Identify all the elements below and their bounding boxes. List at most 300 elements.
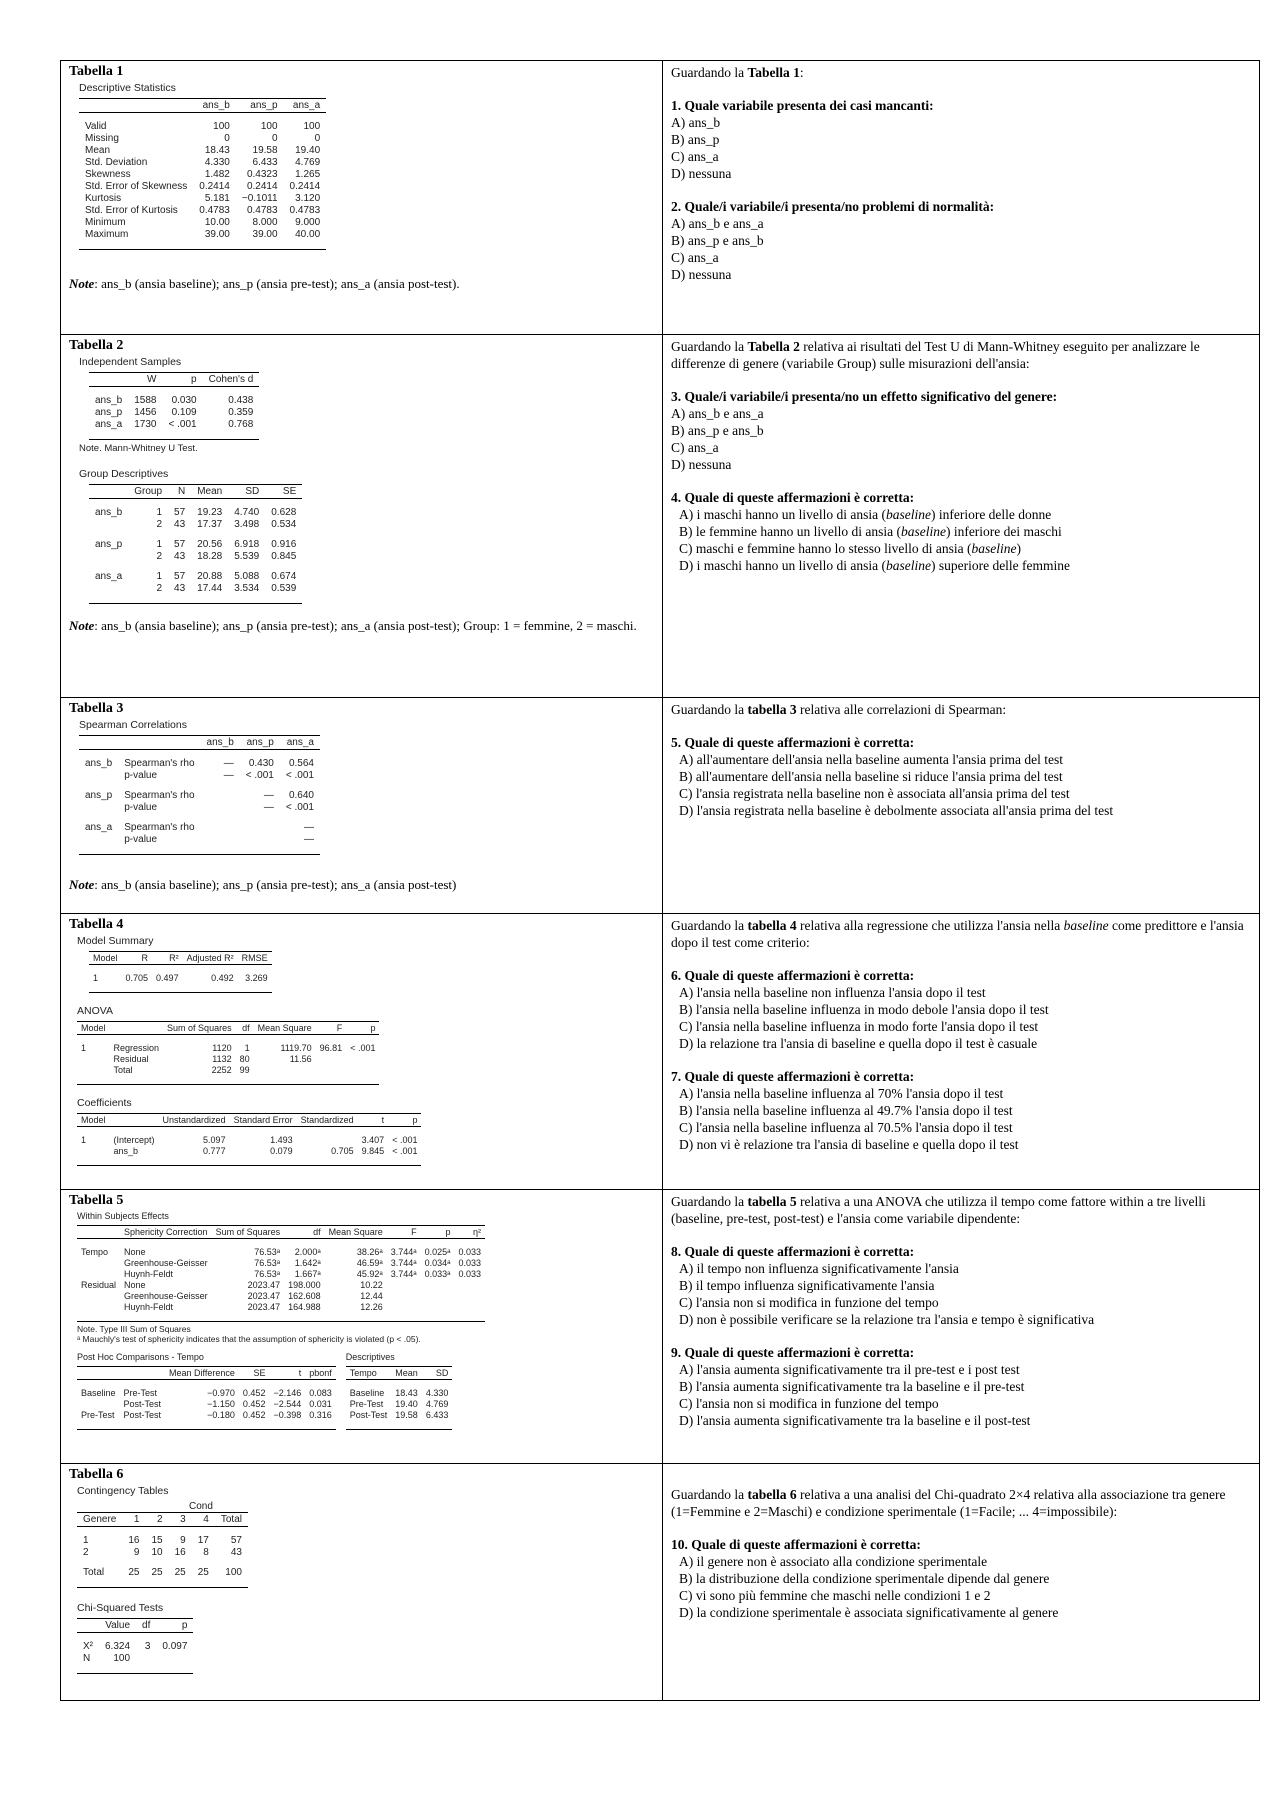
descriptives-table bbox=[346, 1366, 453, 1430]
table-cell: 0.079 bbox=[270, 1146, 293, 1156]
answer-option: B) il tempo influenza significativamente l'ansia bbox=[679, 1278, 935, 1293]
table-cell: 3.120 bbox=[295, 193, 321, 204]
column-header: p bbox=[421, 1226, 455, 1239]
table-cell: 0.768 bbox=[228, 419, 254, 430]
table-cell: 0.2414 bbox=[246, 181, 278, 192]
table-cell: −0.398 bbox=[273, 1410, 302, 1420]
column-header: df bbox=[236, 1022, 254, 1035]
table-cell: — bbox=[303, 822, 314, 833]
table-cell: 1 bbox=[83, 1535, 89, 1546]
table-cell bbox=[316, 1054, 347, 1065]
question-panel-4 bbox=[663, 914, 1260, 1190]
table-cell bbox=[201, 790, 240, 802]
table-cell: 9 bbox=[180, 1535, 186, 1546]
question-panel-6 bbox=[663, 1464, 1260, 1701]
table-cell: 0.438 bbox=[228, 395, 254, 406]
table-header-row bbox=[77, 1513, 248, 1527]
table-cell: 39.00 bbox=[252, 229, 278, 240]
column-header: W bbox=[128, 373, 162, 387]
table-cell: 0.640 bbox=[288, 790, 314, 801]
table-cell bbox=[421, 1291, 455, 1302]
table-cell: 5.097 bbox=[203, 1135, 226, 1145]
table-cell: 0.4323 bbox=[246, 169, 278, 180]
column-header: 4 bbox=[192, 1513, 215, 1527]
answer-option: C) l'ansia registrata nella baseline non è associata all'ansia prima del test bbox=[679, 786, 1070, 801]
column-header: Mean Difference bbox=[165, 1367, 239, 1380]
table-cell: 0 bbox=[271, 133, 278, 144]
table-cell: 6.918 bbox=[234, 539, 260, 550]
table-cell: Greenhouse-Geisser bbox=[124, 1291, 208, 1301]
table-cell: 1 bbox=[81, 1043, 87, 1053]
table-cell: ans_a bbox=[85, 822, 113, 833]
table-cell bbox=[77, 1146, 110, 1157]
answer-option: A) ans_b bbox=[671, 115, 721, 130]
column-header: Model bbox=[77, 1114, 110, 1127]
options-q1 bbox=[671, 114, 1251, 182]
table-caption: Model Summary bbox=[77, 935, 154, 947]
column-header: Mean Square bbox=[254, 1022, 316, 1035]
table-cell: 8 bbox=[203, 1547, 209, 1558]
table-cell: 5.539 bbox=[234, 551, 260, 562]
table-row bbox=[77, 1399, 336, 1410]
column-header: Total bbox=[215, 1513, 248, 1527]
table-note: Note: ans_b (ansia baseline); ans_p (ansia pre-test); ans_a (ansia post-test); Group: 1 = femmine, 2 = maschi. bbox=[69, 618, 637, 633]
answer-option: D) la relazione tra l'ansia di baseline e quella dopo il test è casuale bbox=[679, 1036, 1038, 1051]
table-row bbox=[79, 770, 320, 782]
table-row bbox=[79, 181, 326, 193]
table-cell: 0.452 bbox=[242, 1410, 266, 1420]
table-cell bbox=[421, 1280, 455, 1291]
table-note: ᵃ Mauchly's test of sphericity indicates that the assumption of sphericity is violated (p < .05). bbox=[77, 1334, 421, 1344]
table-cell: Maximum bbox=[85, 229, 129, 240]
column-header: Tempo bbox=[346, 1367, 392, 1380]
table-row bbox=[79, 121, 326, 133]
table-cell: 0.2414 bbox=[199, 181, 230, 192]
table-cell: 0.452 bbox=[242, 1399, 266, 1409]
table-row bbox=[89, 973, 272, 984]
within-subjects-table bbox=[77, 1225, 485, 1322]
table-cell: 0.097 bbox=[162, 1641, 188, 1652]
table-cell: 1 bbox=[156, 571, 163, 582]
column-header: ans_p bbox=[240, 736, 280, 750]
intro: Guardando la tabella 5 relativa a una ANOVA che utilizza il tempo come fattore within a tre livelli (baseline, pre-test, post-test) e l'ansia come variabile dipendente: bbox=[671, 1194, 1206, 1226]
table-cell: 57 bbox=[174, 571, 186, 582]
table-cell: 0.033ᵃ bbox=[424, 1269, 451, 1279]
answer-option: D) l'ansia aumenta significativamente tra la baseline e il post-test bbox=[679, 1413, 1031, 1428]
answer-option: C) l'ansia nella baseline influenza al 70.5% l'ansia dopo il test bbox=[679, 1120, 1013, 1135]
table-cell: 0.452 bbox=[242, 1388, 266, 1398]
table-header-row bbox=[77, 1114, 421, 1127]
table-cell: 18.28 bbox=[197, 551, 223, 562]
table-cell bbox=[387, 1291, 421, 1302]
table-cell: 100 bbox=[260, 121, 278, 132]
table-cell: — bbox=[223, 770, 234, 781]
table-cell: 0.916 bbox=[271, 539, 297, 550]
column-header: ans_b bbox=[193, 99, 236, 113]
table-caption: Within Subjects Effects bbox=[77, 1211, 169, 1221]
table-cell: 15 bbox=[151, 1535, 163, 1546]
table-row bbox=[77, 1043, 379, 1054]
table-cell bbox=[77, 1302, 120, 1313]
question-8: 8. Quale di queste affermazioni è corretta: bbox=[671, 1244, 915, 1259]
table-cell bbox=[454, 1280, 485, 1291]
column-header: ans_a bbox=[284, 99, 327, 113]
table-cell: < .001 bbox=[285, 802, 314, 813]
column-header: Sum of Squares bbox=[163, 1022, 236, 1035]
posthoc-wrapper bbox=[69, 1350, 336, 1430]
answer-option: A) il genere non è associato alla condizione sperimentale bbox=[679, 1554, 988, 1569]
table-row bbox=[77, 1567, 248, 1579]
answer-option: A) l'ansia nella baseline influenza al 70% l'ansia dopo il test bbox=[679, 1086, 1004, 1101]
column-header bbox=[118, 736, 200, 750]
table-cell: ans_p bbox=[95, 407, 123, 418]
exam-sheet bbox=[60, 60, 1260, 1701]
mann-whitney-test bbox=[69, 356, 654, 604]
table-row bbox=[79, 802, 320, 814]
table-row bbox=[346, 1388, 453, 1399]
section-1 bbox=[61, 61, 1260, 335]
answer-option: D) la condizione sperimentale è associata significativamente al genere bbox=[679, 1605, 1059, 1620]
table-cell: 100 bbox=[213, 121, 230, 132]
answer-option: B) la distribuzione della condizione sperimentale dipende dal genere bbox=[679, 1571, 1050, 1586]
intro: Guardando la tabella 6 relativa a una analisi del Chi-quadrato 2×4 relativa alla associazione tra genere (1=Femmine e 2=Maschi) e condizione sperimentale (1=Facile; ... 4=impossibile): bbox=[671, 1487, 1226, 1519]
table-caption: Independent Samples bbox=[79, 356, 182, 368]
table-row bbox=[77, 1146, 421, 1157]
table-cell: 43 bbox=[174, 519, 186, 530]
table-cell: −2.146 bbox=[273, 1388, 302, 1398]
table-cell: 0.705 bbox=[125, 973, 149, 983]
question-3: 3. Quale/i variabile/i presenta/no un effetto significativo del genere: bbox=[671, 389, 1058, 404]
cond-header: Cond bbox=[189, 1501, 213, 1512]
table-cell: 3.269 bbox=[245, 973, 268, 983]
table-cell: 100 bbox=[113, 1653, 131, 1664]
answer-option: D) nessuna bbox=[671, 267, 732, 282]
table-cell: 9.845 bbox=[361, 1146, 385, 1156]
answer-option: C) l'ansia non si modifica in funzione del tempo bbox=[679, 1295, 939, 1310]
table-cell: 0.083 bbox=[309, 1388, 332, 1398]
table-cell: — bbox=[303, 834, 314, 845]
table-cell: 20.88 bbox=[197, 571, 223, 582]
options-q5 bbox=[671, 751, 1251, 819]
column-header: t bbox=[358, 1114, 389, 1127]
answer-option: C) ans_a bbox=[671, 250, 719, 265]
options-q10 bbox=[671, 1553, 1251, 1621]
table-row bbox=[77, 1302, 485, 1313]
column-header: F bbox=[387, 1226, 421, 1239]
column-header: SE bbox=[239, 1367, 270, 1380]
table-cell: 0.492 bbox=[211, 973, 234, 983]
question-10: 10. Quale di queste affermazioni è corretta: bbox=[671, 1537, 921, 1552]
table-cell: 39.00 bbox=[204, 229, 230, 240]
section-6 bbox=[61, 1464, 1260, 1701]
table-header-row bbox=[77, 1022, 379, 1035]
table-cell: 2.000ᵃ bbox=[294, 1247, 321, 1257]
table-row bbox=[77, 1547, 248, 1559]
table-cell bbox=[77, 1065, 110, 1076]
table-cell: 100 bbox=[303, 121, 321, 132]
table-row bbox=[77, 1653, 193, 1665]
table-cell: 25 bbox=[174, 1567, 186, 1578]
table-cell: N bbox=[83, 1653, 91, 1664]
table-header-row bbox=[89, 485, 302, 499]
table-cell: 2 bbox=[156, 519, 163, 530]
table-row bbox=[79, 229, 326, 241]
table-row bbox=[79, 193, 326, 205]
table-cell: 80 bbox=[239, 1054, 250, 1064]
table-cell: ans_a bbox=[95, 419, 123, 430]
column-header: Model bbox=[77, 1022, 110, 1035]
column-header bbox=[77, 1367, 120, 1380]
table-cell bbox=[454, 1291, 485, 1302]
table-cell: 164.988 bbox=[288, 1302, 321, 1312]
contingency-table bbox=[77, 1512, 248, 1588]
table-cell bbox=[240, 834, 280, 846]
table-cell: 3.744ᵃ bbox=[390, 1247, 417, 1257]
table-row bbox=[77, 1388, 336, 1399]
answer-option: D) l'ansia registrata nella baseline è debolmente associata all'ansia prima del test bbox=[679, 803, 1114, 818]
column-header: R² bbox=[152, 952, 183, 965]
table-cell: 0.4783 bbox=[199, 205, 230, 216]
question-panel-2 bbox=[663, 335, 1260, 698]
table-cell: 0.031 bbox=[309, 1399, 332, 1409]
table-cell: 1.493 bbox=[270, 1135, 293, 1145]
table-cell: 96.81 bbox=[319, 1043, 343, 1053]
table-cell: < .001 bbox=[392, 1146, 418, 1156]
answer-option: C) l'ansia nella baseline influenza in modo forte l'ansia dopo il test bbox=[679, 1019, 1039, 1034]
table-header-row bbox=[89, 952, 272, 965]
column-header bbox=[77, 1226, 120, 1239]
table-cell: p-value bbox=[124, 802, 158, 813]
table-cell: ans_b bbox=[113, 1146, 139, 1156]
table-cell: 1 bbox=[93, 973, 99, 983]
table-cell: 10.22 bbox=[360, 1280, 383, 1290]
table-cell: p-value bbox=[124, 770, 158, 781]
table-cell: 25 bbox=[197, 1567, 209, 1578]
table-cell: −0.970 bbox=[207, 1388, 235, 1398]
table-cell: Greenhouse-Geisser bbox=[124, 1258, 208, 1268]
table-cell: 3.744ᵃ bbox=[390, 1269, 417, 1279]
table-cell: 0.2414 bbox=[289, 181, 321, 192]
table-cell bbox=[346, 1065, 379, 1076]
table-cell: 2023.47 bbox=[247, 1302, 281, 1312]
table-cell bbox=[77, 1291, 120, 1302]
table-cell: 0 bbox=[314, 133, 321, 144]
regression-output bbox=[69, 935, 654, 1166]
table-cell: Tempo bbox=[81, 1247, 109, 1257]
table-caption: Contingency Tables bbox=[77, 1485, 169, 1497]
table-cell: 19.40 bbox=[395, 1399, 418, 1409]
column-header: 3 bbox=[169, 1513, 192, 1527]
table-cell bbox=[77, 1269, 120, 1280]
answer-option: A) ans_b e ans_a bbox=[671, 406, 764, 421]
column-header: SE bbox=[265, 485, 302, 499]
answer-option: B) ans_p e ans_b bbox=[671, 423, 764, 438]
table-cell: 99 bbox=[239, 1065, 250, 1075]
stats-table bbox=[79, 98, 326, 250]
table-cell bbox=[297, 1135, 358, 1146]
answer-option: D) nessuna bbox=[671, 166, 732, 181]
table-row bbox=[79, 145, 326, 157]
table-caption: Spearman Correlations bbox=[79, 719, 187, 731]
table-cell bbox=[77, 1054, 110, 1065]
table-cell: None bbox=[124, 1280, 146, 1290]
table-cell: 1 bbox=[244, 1043, 250, 1053]
table-cell: (Intercept) bbox=[113, 1135, 155, 1145]
chi-square-output bbox=[69, 1485, 654, 1674]
table-cell: 6.433 bbox=[252, 157, 278, 168]
table-cell: 3.534 bbox=[234, 583, 260, 594]
column-header: Adjusted R² bbox=[183, 952, 238, 965]
note-label: Note bbox=[69, 276, 95, 291]
table-cell: 20.56 bbox=[197, 539, 223, 550]
question-7: 7. Quale di queste affermazioni è corretta: bbox=[671, 1069, 915, 1084]
table-cell bbox=[316, 1065, 347, 1076]
table-cell: Mean bbox=[85, 145, 111, 156]
table-header-row bbox=[346, 1367, 453, 1380]
table-cell: 25 bbox=[128, 1567, 140, 1578]
table-note bbox=[69, 276, 654, 291]
table-cell: 57 bbox=[230, 1535, 242, 1546]
column-header: Mean bbox=[391, 1367, 422, 1380]
column-header: Mean bbox=[191, 485, 228, 499]
posthoc-block bbox=[69, 1350, 654, 1430]
table-note: Note: ans_b (ansia baseline); ans_p (ansia pre-test); ans_a (ansia post-test) bbox=[69, 877, 457, 892]
table-cell bbox=[201, 802, 240, 814]
table-row bbox=[79, 758, 320, 770]
table-cell: 2252 bbox=[211, 1065, 232, 1075]
table-cell: 4.330 bbox=[425, 1388, 449, 1398]
table-caption: Group Descriptives bbox=[79, 468, 169, 480]
table-cell: 0.030 bbox=[171, 395, 197, 406]
table-cell: 0.674 bbox=[271, 571, 297, 582]
table-cell bbox=[201, 822, 240, 834]
options-q2 bbox=[671, 215, 1251, 283]
column-header: Genere bbox=[77, 1513, 122, 1527]
column-header: p bbox=[163, 373, 203, 387]
table-header-row bbox=[89, 373, 259, 387]
column-header: ans_a bbox=[280, 736, 320, 750]
table-row bbox=[346, 1399, 453, 1410]
table-cell: 76.53ᵃ bbox=[254, 1258, 281, 1268]
table-row bbox=[89, 407, 259, 419]
intro: Guardando la tabella 3 relativa alle correlazioni di Spearman: bbox=[671, 702, 1007, 717]
table-cell: 0.025ᵃ bbox=[424, 1247, 451, 1257]
answer-option: B) le femmine hanno un livello di ansia (baseline) inferiore dei maschi bbox=[679, 524, 1062, 539]
table-cell: 19.58 bbox=[252, 145, 278, 156]
column-header: Sphericity Correction bbox=[120, 1226, 212, 1239]
table-cell: Χ² bbox=[83, 1641, 93, 1652]
table-cell: 43 bbox=[174, 583, 186, 594]
question-9: 9. Quale di queste affermazioni è corretta: bbox=[671, 1345, 915, 1360]
column-header: df bbox=[136, 1619, 156, 1633]
table-row bbox=[77, 1065, 379, 1076]
column-header: ans_b bbox=[201, 736, 240, 750]
table-header-row bbox=[77, 1226, 485, 1239]
table-cell: Baseline bbox=[81, 1388, 116, 1398]
table-cell: 10 bbox=[151, 1547, 163, 1558]
table-panel-3 bbox=[61, 698, 663, 914]
table-cell: 12.26 bbox=[360, 1302, 383, 1312]
table-cell: 0.564 bbox=[288, 758, 314, 769]
table-panel-5 bbox=[61, 1190, 663, 1464]
table-cell bbox=[77, 1258, 120, 1269]
intro: Guardando la tabella 4 relativa alla regressione che utilizza l'ansia nella baseline come predittore e l'ansia dopo il test come criterio: bbox=[671, 918, 1244, 950]
table-cell: < .001 bbox=[168, 419, 197, 430]
table-cell: 40.00 bbox=[295, 229, 321, 240]
table-cell: Residual bbox=[113, 1054, 149, 1064]
table-cell: 19.40 bbox=[295, 145, 321, 156]
table-row bbox=[77, 1291, 485, 1302]
column-header: η² bbox=[454, 1226, 485, 1239]
section-3 bbox=[61, 698, 1260, 914]
table-cell: ans_b bbox=[95, 395, 123, 406]
question-6: 6. Quale di queste affermazioni è corretta: bbox=[671, 968, 915, 983]
table-cell: p-value bbox=[124, 834, 158, 845]
column-header bbox=[110, 1114, 159, 1127]
table-cell bbox=[421, 1302, 455, 1313]
table-cell: 198.000 bbox=[288, 1280, 321, 1290]
table-cell: 1 bbox=[156, 507, 163, 518]
table-cell: Spearman's rho bbox=[124, 758, 195, 769]
column-header bbox=[120, 1367, 166, 1380]
table-cell: 100 bbox=[225, 1567, 242, 1578]
table-cell: 5.088 bbox=[234, 571, 260, 582]
table-cell: 18.43 bbox=[395, 1388, 418, 1398]
table-cell: 0.705 bbox=[331, 1146, 354, 1156]
table-cell: 57 bbox=[174, 539, 186, 550]
table-cell: Spearman's rho bbox=[124, 790, 195, 801]
column-header: t bbox=[269, 1367, 305, 1380]
table-cell: ans_b bbox=[95, 507, 123, 518]
column-header bbox=[79, 736, 118, 750]
table-cell: 2 bbox=[156, 583, 163, 594]
table-cell: Spearman's rho bbox=[124, 822, 195, 833]
table-cell: ans_p bbox=[95, 539, 123, 550]
intro: Guardando la Tabella 1: bbox=[671, 65, 804, 80]
table-cell: 4.740 bbox=[234, 507, 260, 518]
table-cell: 3.407 bbox=[361, 1135, 385, 1145]
table-cell: 0.4783 bbox=[246, 205, 278, 216]
answer-option: A) ans_b e ans_a bbox=[671, 216, 764, 231]
column-header: Unstandardized bbox=[159, 1114, 230, 1127]
table-cell: ans_p bbox=[85, 790, 113, 801]
table-row bbox=[77, 1410, 336, 1421]
table-cell: 12.44 bbox=[360, 1291, 383, 1301]
table-cell: 9.000 bbox=[295, 217, 321, 228]
table-cell: Huynh-Feldt bbox=[124, 1302, 174, 1312]
table-cell: −0.180 bbox=[207, 1410, 235, 1420]
table-title: Tabella 5 bbox=[69, 1193, 124, 1208]
table-row bbox=[89, 583, 302, 595]
independent-samples-table bbox=[89, 372, 259, 440]
table-cell: Missing bbox=[85, 133, 119, 144]
column-header: df bbox=[284, 1226, 325, 1239]
table-cell: 76.53ᵃ bbox=[254, 1247, 281, 1257]
answer-option: A) il tempo non influenza significativamente l'ansia bbox=[679, 1261, 959, 1276]
table-cell: Skewness bbox=[85, 169, 131, 180]
question-4: 4. Quale di queste affermazioni è corretta: bbox=[671, 490, 915, 505]
table-cell: 38.26ᵃ bbox=[356, 1247, 383, 1257]
table-cell: 0.430 bbox=[248, 758, 274, 769]
answer-option: B) all'aumentare dell'ansia nella baseline si riduce l'ansia prima del test bbox=[679, 769, 1063, 784]
column-header: Sum of Squares bbox=[212, 1226, 285, 1239]
question-5: 5. Quale di queste affermazioni è corretta: bbox=[671, 735, 915, 750]
table-cell: 25 bbox=[151, 1567, 163, 1578]
table-cell: 76.53ᵃ bbox=[254, 1269, 281, 1279]
table-cell: Baseline bbox=[349, 1388, 385, 1398]
table-header-row bbox=[79, 99, 326, 113]
table-cell: 6.324 bbox=[105, 1641, 131, 1652]
